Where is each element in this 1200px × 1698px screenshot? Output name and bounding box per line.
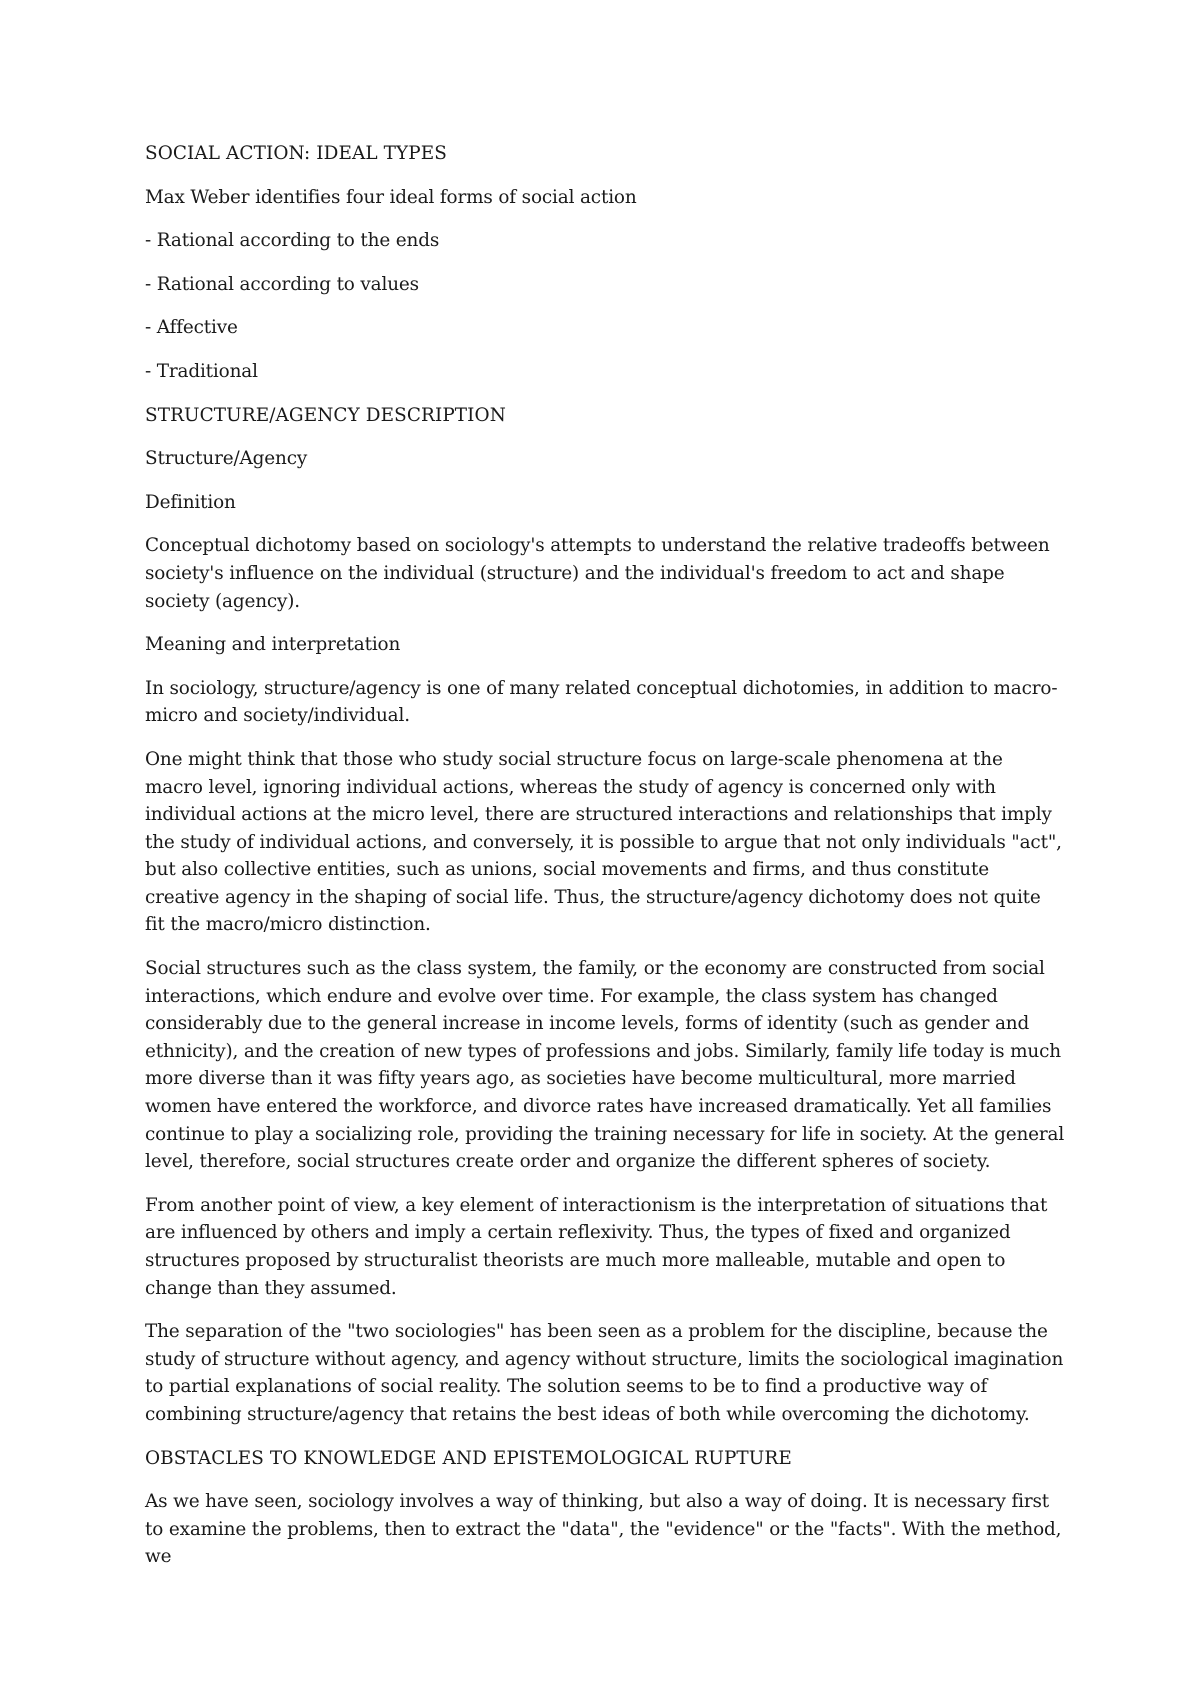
definition-paragraph: Conceptual dichotomy based on sociology's attempts to understand the relative tradeoffs between society's influence on the individual (structure) and the individual's freedom to act and shape society (agency). [145,535,1050,612]
paragraph-method: As we have seen, sociology involves a way of thinking, but also a way of doing. It is necessary first to examine the problems, then to extract the "data", the "evidence" or the "facts". With the method, we [145,1491,1062,1568]
term-label: Structure/Agency [145,448,308,470]
list-item-rational-values: - Rational according to values [145,273,419,295]
meaning-label: Meaning and interpretation [145,634,401,656]
section-heading-social-action: SOCIAL ACTION: IDEAL TYPES [145,143,447,164]
section-heading-obstacles: OBSTACLES TO KNOWLEDGE AND EPISTEMOLOGICAL RUPTURE [145,1447,792,1469]
document-page [145,140,1065,1587]
paragraph-interactionism: From another point of view, a key element of interactionism is the interpretation of situations that are influenced by others and imply a certain reflexivity. Thus, the types of fixed and organized structures proposed by structuralist theorists are much more malleable, mutable and open to change than they assumed. [145,1194,1048,1299]
definition-label: Definition [145,491,236,513]
list-item-traditional: - Traditional [145,360,258,382]
paragraph-two-sociologies: The separation of the "two sociologies" has been seen as a problem for the discipline, because the study of structure without agency, and agency without structure, limits the sociological imagination to partial explanations of social reality. The solution seems to be to find a productive way of combining structure/agency that retains the best ideas of both while overcoming the dichotomy. [145,1321,1064,1425]
intro-sentence: Max Weber identifies four ideal forms of social action [145,186,637,208]
paragraph-social-structures: Social structures such as the class system, the family, or the economy are constructed from social interactions, which endure and evolve over time. For example, the class system has changed considerably due to the general increase in income levels, forms of identity (such as gender and ethnicity), and the creation of new types of professions and jobs. Similarly, family life today is much more diverse than it was fifty years ago, as societies have become multicultural, more married women have entered the workforce, and divorce rates have increased dramatically. Yet all families continue to play a socializing role, providing the training necessary for life in society. At the general level, therefore, social structures create order and organize the different spheres of society. [145,958,1065,1173]
list-item-affective: - Affective [145,317,238,339]
section-heading-structure-agency: STRUCTURE/AGENCY DESCRIPTION [145,404,506,426]
paragraph-dichotomies: In sociology, structure/agency is one of many related conceptual dichotomies, in addition to macro-micro and society/individual. [145,677,1058,727]
list-item-rational-ends: - Rational according to the ends [145,230,440,252]
paragraph-macro-micro: One might think that those who study social structure focus on large-scale phenomena at the macro level, ignoring individual actions, whereas the study of agency is concerned only with individual actions at the micro level, there are structured interactions and relationships that imply the study of individual actions, and conversely, it is possible to argue that not only individuals "act", but also collective entities, such as unions, social movements and firms, and thus constitute creative agency in the shaping of social life. Thus, the structure/agency dichotomy does not quite fit the macro/micro distinction. [145,748,1062,936]
